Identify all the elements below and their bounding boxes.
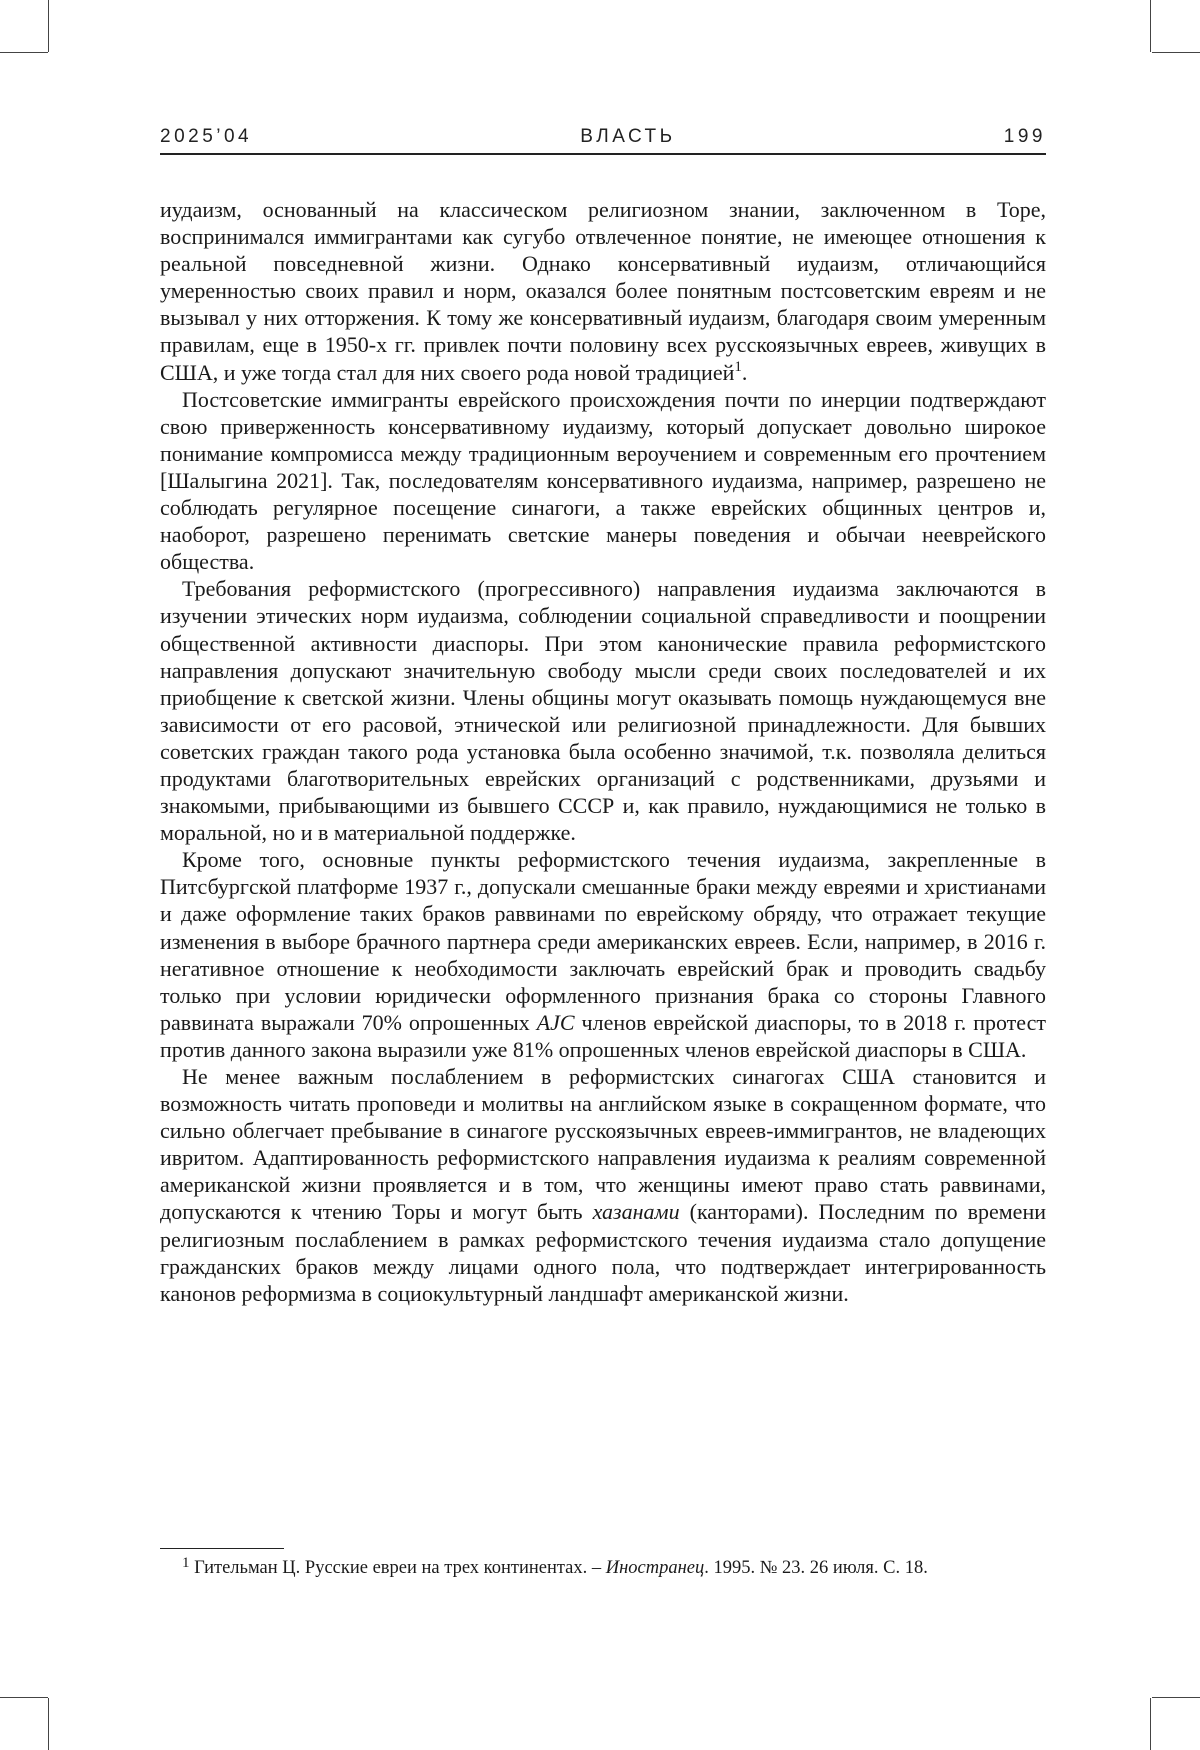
paragraph-text: членов еврейской диаспоры, то в 2018 г. протест против данного закона выразили уже 81% опрошенных членов еврейской диаспоры в США.: [160, 1010, 1046, 1062]
crop-mark: [1152, 1697, 1200, 1698]
paragraph-4: [160, 846, 1046, 1063]
footnote-reference: 1: [734, 359, 742, 375]
paragraph-text: Не менее важным послаблением в реформистских синагогах США становится и возможность читать проповеди и молитвы на английском языке в сокращенном формате, что сильно облегчает пребывание в синагоге русскоязычных евреев-иммигрантов, не владеющих ивритом. Адаптированность реформистского направления иудаизма к реалиям современной американской жизни проявляется и в том, что женщины имеют право стать раввинами, допускаются к чтению Торы и могут быть: [160, 1064, 1046, 1224]
issue-label: 2025’04: [160, 126, 252, 148]
crop-mark: [0, 1697, 48, 1698]
paragraph-text: (канторами). Последним по времени религиозным послаблением в рамках реформистского течения иудаизма стало допущение гражданских браков между лицами одного пола, что подтверждает интегрированность канонов реформизма в социокультурный ландшафт американской жизни.: [160, 1199, 1046, 1305]
crop-mark: [48, 0, 49, 52]
footnote-rule: [160, 1548, 284, 1549]
paragraph-text: Кроме того, основные пункты реформистского течения иудаизма, закрепленные в Питсбургской платформе 1937 г., допускали смешанные браки между евреями и христианами и даже оформление таких браков раввинами по еврейскому обряду, что отражает текущие изменения в выборе брачного партнера среди американских евреев. Если, например, в 2016 г. негативное отношение к необходимости заключать еврейский брак и проводить свадьбу только при условии юридически оформленного признания брака со стороны Главного раввината выражали 70% опрошенных: [160, 847, 1046, 1035]
footnote-source: Иностранец: [606, 1558, 705, 1578]
paragraph-2: Постсоветские иммигранты еврейского происхождения почти по инерции подтверждают свою приверженность консервативному иудаизму, который допускает довольно широкое понимание компромисса между традиционным вероучением и современным его прочтением [Шалыгина 2021]. Так, последователям консервативного иудаизма, например, разрешено не соблюдать регулярное посещение синагоги, а также еврейских общинных центров и, наоборот, разрешено перенимать светские манеры поведения и обычаи нееврейского общества.: [160, 386, 1046, 576]
italic-term: AJC: [537, 1010, 575, 1035]
italic-term: хазанами: [593, 1199, 680, 1224]
footnote-text: Гительман Ц. Русские евреи на трех континентах. –: [190, 1558, 606, 1578]
crop-mark: [0, 52, 48, 53]
journal-title: ВЛАСТЬ: [580, 126, 675, 148]
footnote-number: 1: [182, 1555, 190, 1571]
footnote-text: . 1995. № 23. 26 июля. С. 18.: [704, 1558, 928, 1578]
crop-mark: [1150, 0, 1151, 52]
paragraph-text: .: [742, 360, 748, 385]
paragraph-1: [160, 196, 1046, 386]
crop-mark: [1152, 52, 1200, 53]
article-body: [160, 196, 1046, 1307]
paragraph-3: Требования реформистского (прогрессивного) направления иудаизма заключаются в изучении этических норм иудаизма, соблюдении социальной справедливости и поощрении общественной активности диаспоры. При этом канонические правила реформистского направления допускают значительную свободу мысли среди своих последователей и их приобщение к светской жизни. Члены общины могут оказывать помощь нуждающемуся вне зависимости от его расовой, этнической или религиозной принадлежности. Для бывших советских граждан такого рода установка была особенно значимой, т.к. позволяла делиться продуктами благотворительных еврейских организаций с родственниками, друзьями и знакомыми, прибывающими из бывшего СССР и, как правило, нуждающимися не только в моральной, но и в материальной поддержке.: [160, 575, 1046, 846]
crop-mark: [1150, 1698, 1151, 1750]
page-number: 199: [1004, 126, 1046, 148]
footnote: [160, 1556, 1046, 1581]
paragraph-5: [160, 1063, 1046, 1307]
running-head: [160, 126, 1046, 150]
paragraph-text: иудаизм, основанный на классическом религиозном знании, заключенном в Торе, воспринимался иммигрантами как сугубо отвлеченное понятие, не имеющее отношения к реальной повседневной жизни. Однако консервативный иудаизм, отличающийся умеренностью своих правил и норм, оказался более понятным постсоветским евреям и не вызывал у них отторжения. К тому же консервативный иудаизм, благодаря своим умеренным правилам, еще в 1950-х гг. привлек почти половину всех русскоязычных евреев, живущих в США, и уже тогда стал для них своего рода новой традицией: [160, 197, 1046, 385]
header-rule: [160, 153, 1046, 155]
crop-mark: [48, 1698, 49, 1750]
